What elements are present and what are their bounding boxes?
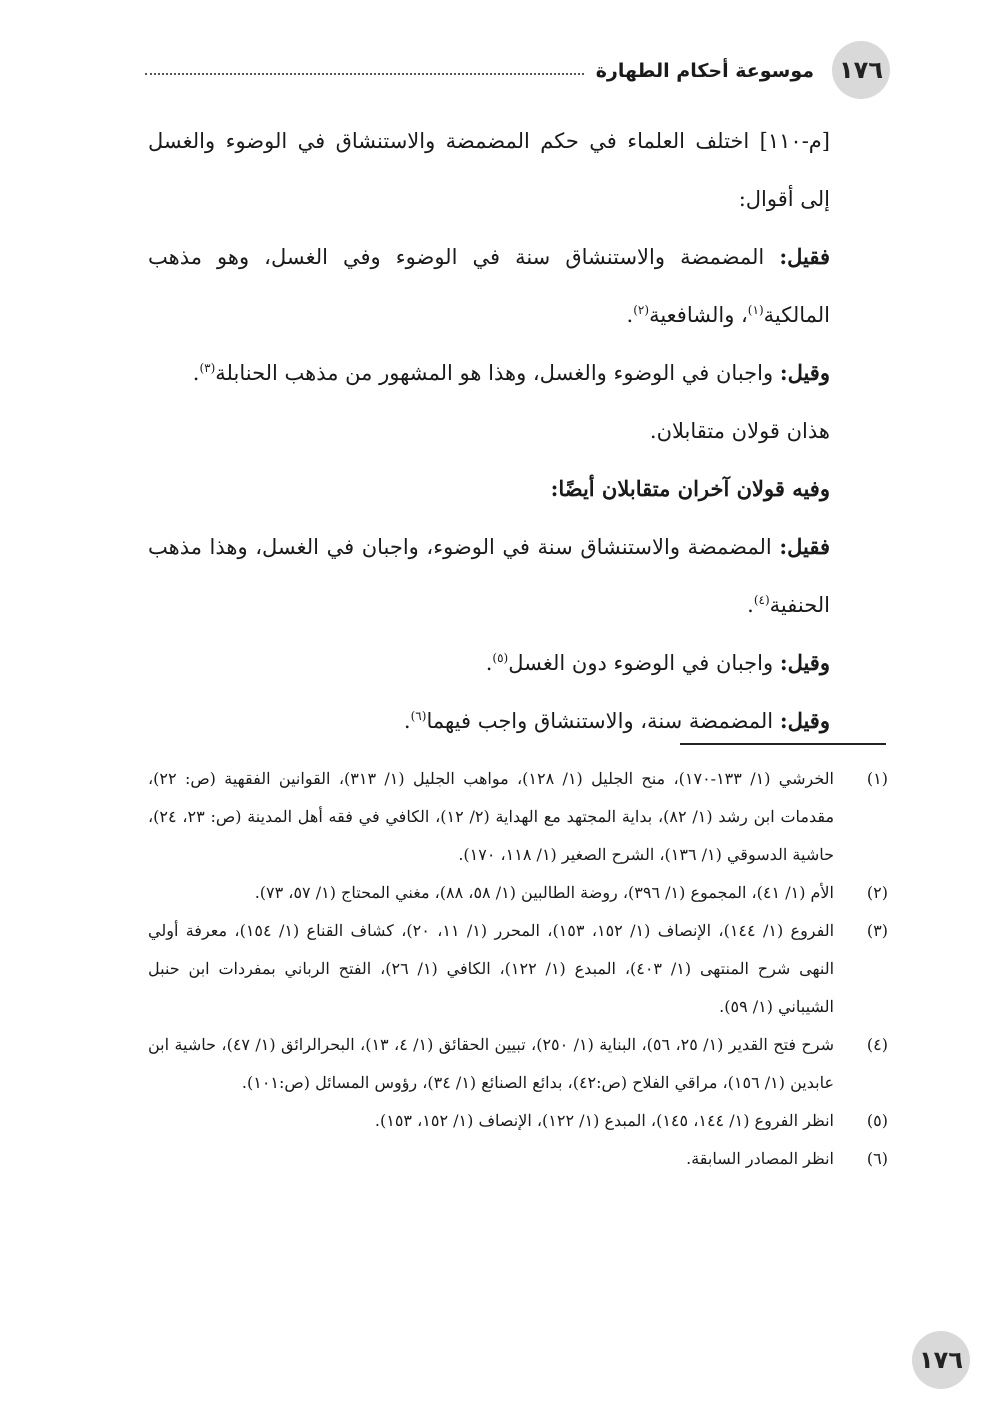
paragraph-1	[148, 228, 888, 344]
footnotes	[148, 760, 888, 1178]
footnote	[148, 1026, 888, 1102]
footnote-number: (٦)	[866, 1149, 888, 1168]
paragraph-2-end: .	[192, 361, 200, 385]
paragraph-4-text: وفيه قولان آخران متقابلان أيضًا:	[550, 476, 830, 501]
paragraph-2-text: واجبان في الوضوء والغسل، وهذا هو المشهور من مذهب الحنابلة	[215, 361, 780, 385]
paragraph-7-end: .	[403, 709, 411, 733]
footnote-ref-5[interactable]: (٥)	[492, 651, 509, 665]
main-text	[148, 112, 888, 750]
header-page-number: ١٧٦	[832, 41, 890, 99]
footnote	[148, 760, 888, 874]
footnote-number: (٢)	[866, 883, 888, 902]
footnote-number: (٤)	[866, 1035, 888, 1054]
paragraph-1-lead: فقيل:	[779, 244, 830, 269]
paragraph-7	[148, 692, 888, 750]
footnote	[148, 1140, 888, 1178]
footnote-ref-2[interactable]: (٢)	[633, 303, 650, 317]
paragraph-1-text: المضمضة والاستنشاق سنة في الوضوء وفي الغسل، وهو مذهب المالكية	[148, 245, 830, 327]
footnote-separator	[680, 743, 886, 745]
paragraph-4	[148, 460, 888, 518]
footnote-text: شرح فتح القدير (١/ ٢٥، ٥٦)، البناية (١/ ٢٥٠)، تبيين الحقائق (١/ ٤، ١٣)، البحرالرائق (١/ ٤٧)، حاشية ابن عابدين (١/ ١٥٦)، مراقي الفلاح (ص:٤٢)، بدائع الصنائع (١/ ٣٤)، رؤوس المسائل (ص:١٠١).	[148, 1035, 834, 1092]
paragraph-2	[148, 344, 888, 402]
footnote-number: (٥)	[866, 1111, 888, 1130]
footnote-text: انظر المصادر السابقة.	[686, 1149, 834, 1168]
footnote-text: الفروع (١/ ١٤٤)، الإنصاف (١/ ١٥٢، ١٥٣)، المحرر (١/ ١١، ٢٠)، كشاف القناع (١/ ١٥٤)، معرفة أولي النهى شرح المنتهى (١/ ٤٠٣)، المبدع (١/ ١٢٢)، الكافي (١/ ٢٦)، الفتح الرباني بمفردات ابن حنبل الشيباني (١/ ٥٩).	[148, 921, 835, 1016]
paragraph-2-lead: وقيل:	[779, 360, 830, 385]
paragraph-5	[148, 518, 888, 634]
footnote-text: انظر الفروع (١/ ١٤٤، ١٤٥)، المبدع (١/ ١٢٢)، الإنصاف (١/ ١٥٢، ١٥٣).	[374, 1111, 834, 1130]
paragraph-7-text: المضمضة سنة، والاستنشاق واجب فيهما	[426, 709, 780, 733]
paragraph-6-end: .	[485, 651, 493, 675]
footnote	[148, 874, 888, 912]
footnote-ref-6[interactable]: (٦)	[410, 709, 427, 723]
paragraph-7-lead: وقيل:	[779, 708, 830, 733]
footnote-number: (١)	[866, 769, 888, 788]
paragraph-1-end: .	[626, 303, 634, 327]
footnote-ref-3[interactable]: (٣)	[199, 361, 216, 375]
intro-paragraph: [م-١١٠] اختلف العلماء في حكم المضمضة والاستنشاق في الوضوء والغسل إلى أقوال:	[148, 129, 830, 211]
footnote-text: الأم (١/ ٤١)، المجموع (١/ ٣٩٦)، روضة الطالبين (١/ ٥٨، ٨٨)، مغني المحتاج (١/ ٥٧، ٧٣).	[254, 883, 834, 902]
paragraph-1-mid: ، والشافعية	[649, 303, 748, 327]
footnote-text: الخرشي (١/ ١٣٣-١٧٠)، منح الجليل (١/ ١٢٨)، مواهب الجليل (١/ ٣١٣)، القوانين الفقهية (ص: ٢٢)، مقدمات ابن رشد (١/ ٨٢)، بداية المجتهد مع الهداية (٢/ ١٢)، الكافي في فقه أهل المدينة (ص: ٢٣، ٢٤)، حاشية الدسوقي (١/ ١٣٦)، الشرح الصغير (١/ ١١٨، ١٧٠).	[148, 769, 835, 864]
book-title: موسوعة أحكام الطهارة	[595, 60, 814, 82]
header-dotted-rule	[145, 73, 584, 75]
paragraph-5-lead: فقيل:	[779, 534, 830, 559]
paragraph-6-text: واجبان في الوضوء دون الغسل	[508, 651, 780, 675]
footer-page-number: ١٧٦	[912, 1331, 970, 1389]
paragraph-5-text: المضمضة والاستنشاق سنة في الوضوء، واجبان في الغسل، وهذا مذهب الحنفية	[148, 535, 830, 617]
footnote-ref-4[interactable]: (٤)	[753, 593, 770, 607]
footnote-number: (٣)	[866, 921, 888, 940]
paragraph-6-lead: وقيل:	[779, 650, 830, 675]
footnote	[148, 912, 888, 1026]
paragraph-6	[148, 634, 888, 692]
footnote	[148, 1102, 888, 1140]
footnote-ref-1[interactable]: (١)	[747, 303, 764, 317]
paragraph-3: هذان قولان متقابلان.	[649, 419, 830, 443]
running-header	[145, 56, 826, 86]
paragraph-5-end: .	[747, 593, 754, 617]
